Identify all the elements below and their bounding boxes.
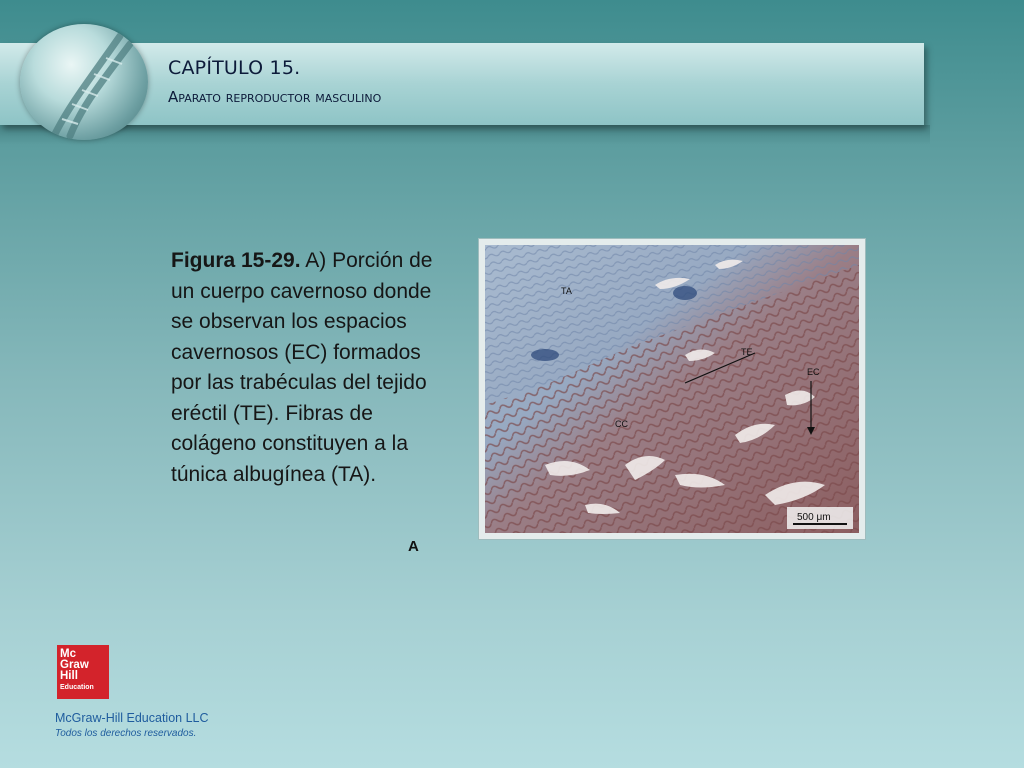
- label-te: TE: [741, 347, 753, 357]
- mcgraw-hill-logo: [57, 645, 109, 699]
- panel-letter: A: [408, 538, 419, 555]
- figure-caption: [171, 246, 453, 490]
- footer-company: McGraw-Hill Education LLC: [55, 711, 209, 725]
- label-ec: EC: [807, 367, 820, 377]
- figure-label: Figura 15-29.: [171, 249, 301, 272]
- logo-line-1: Mc: [60, 648, 76, 660]
- logo-line-3: Hill: [60, 670, 78, 683]
- logo-line-2: Graw: [60, 659, 89, 672]
- logo-line-4: Education: [60, 683, 94, 691]
- scale-bar-label: 500 μm: [797, 512, 831, 523]
- micrograph-image: [485, 245, 859, 533]
- chapter-title: CAPÍTULO 15.: [168, 57, 301, 79]
- micrograph-frame: [478, 238, 866, 540]
- chromosome-globe-icon: [20, 24, 148, 140]
- label-cc: CC: [615, 419, 628, 429]
- footer-rights: Todos los derechos reservados.: [55, 728, 197, 739]
- figure-description: A) Porción de un cuerpo cavernoso donde se observan los espacios cavernosos (EC) formados por las trabéculas del tejido eréctil (TE). Fibras de colágeno constituyen a la túnica albugínea (TA).: [171, 249, 433, 486]
- chapter-subtitle: Aparato reproductor masculino: [168, 88, 382, 106]
- label-ta: TA: [561, 286, 572, 296]
